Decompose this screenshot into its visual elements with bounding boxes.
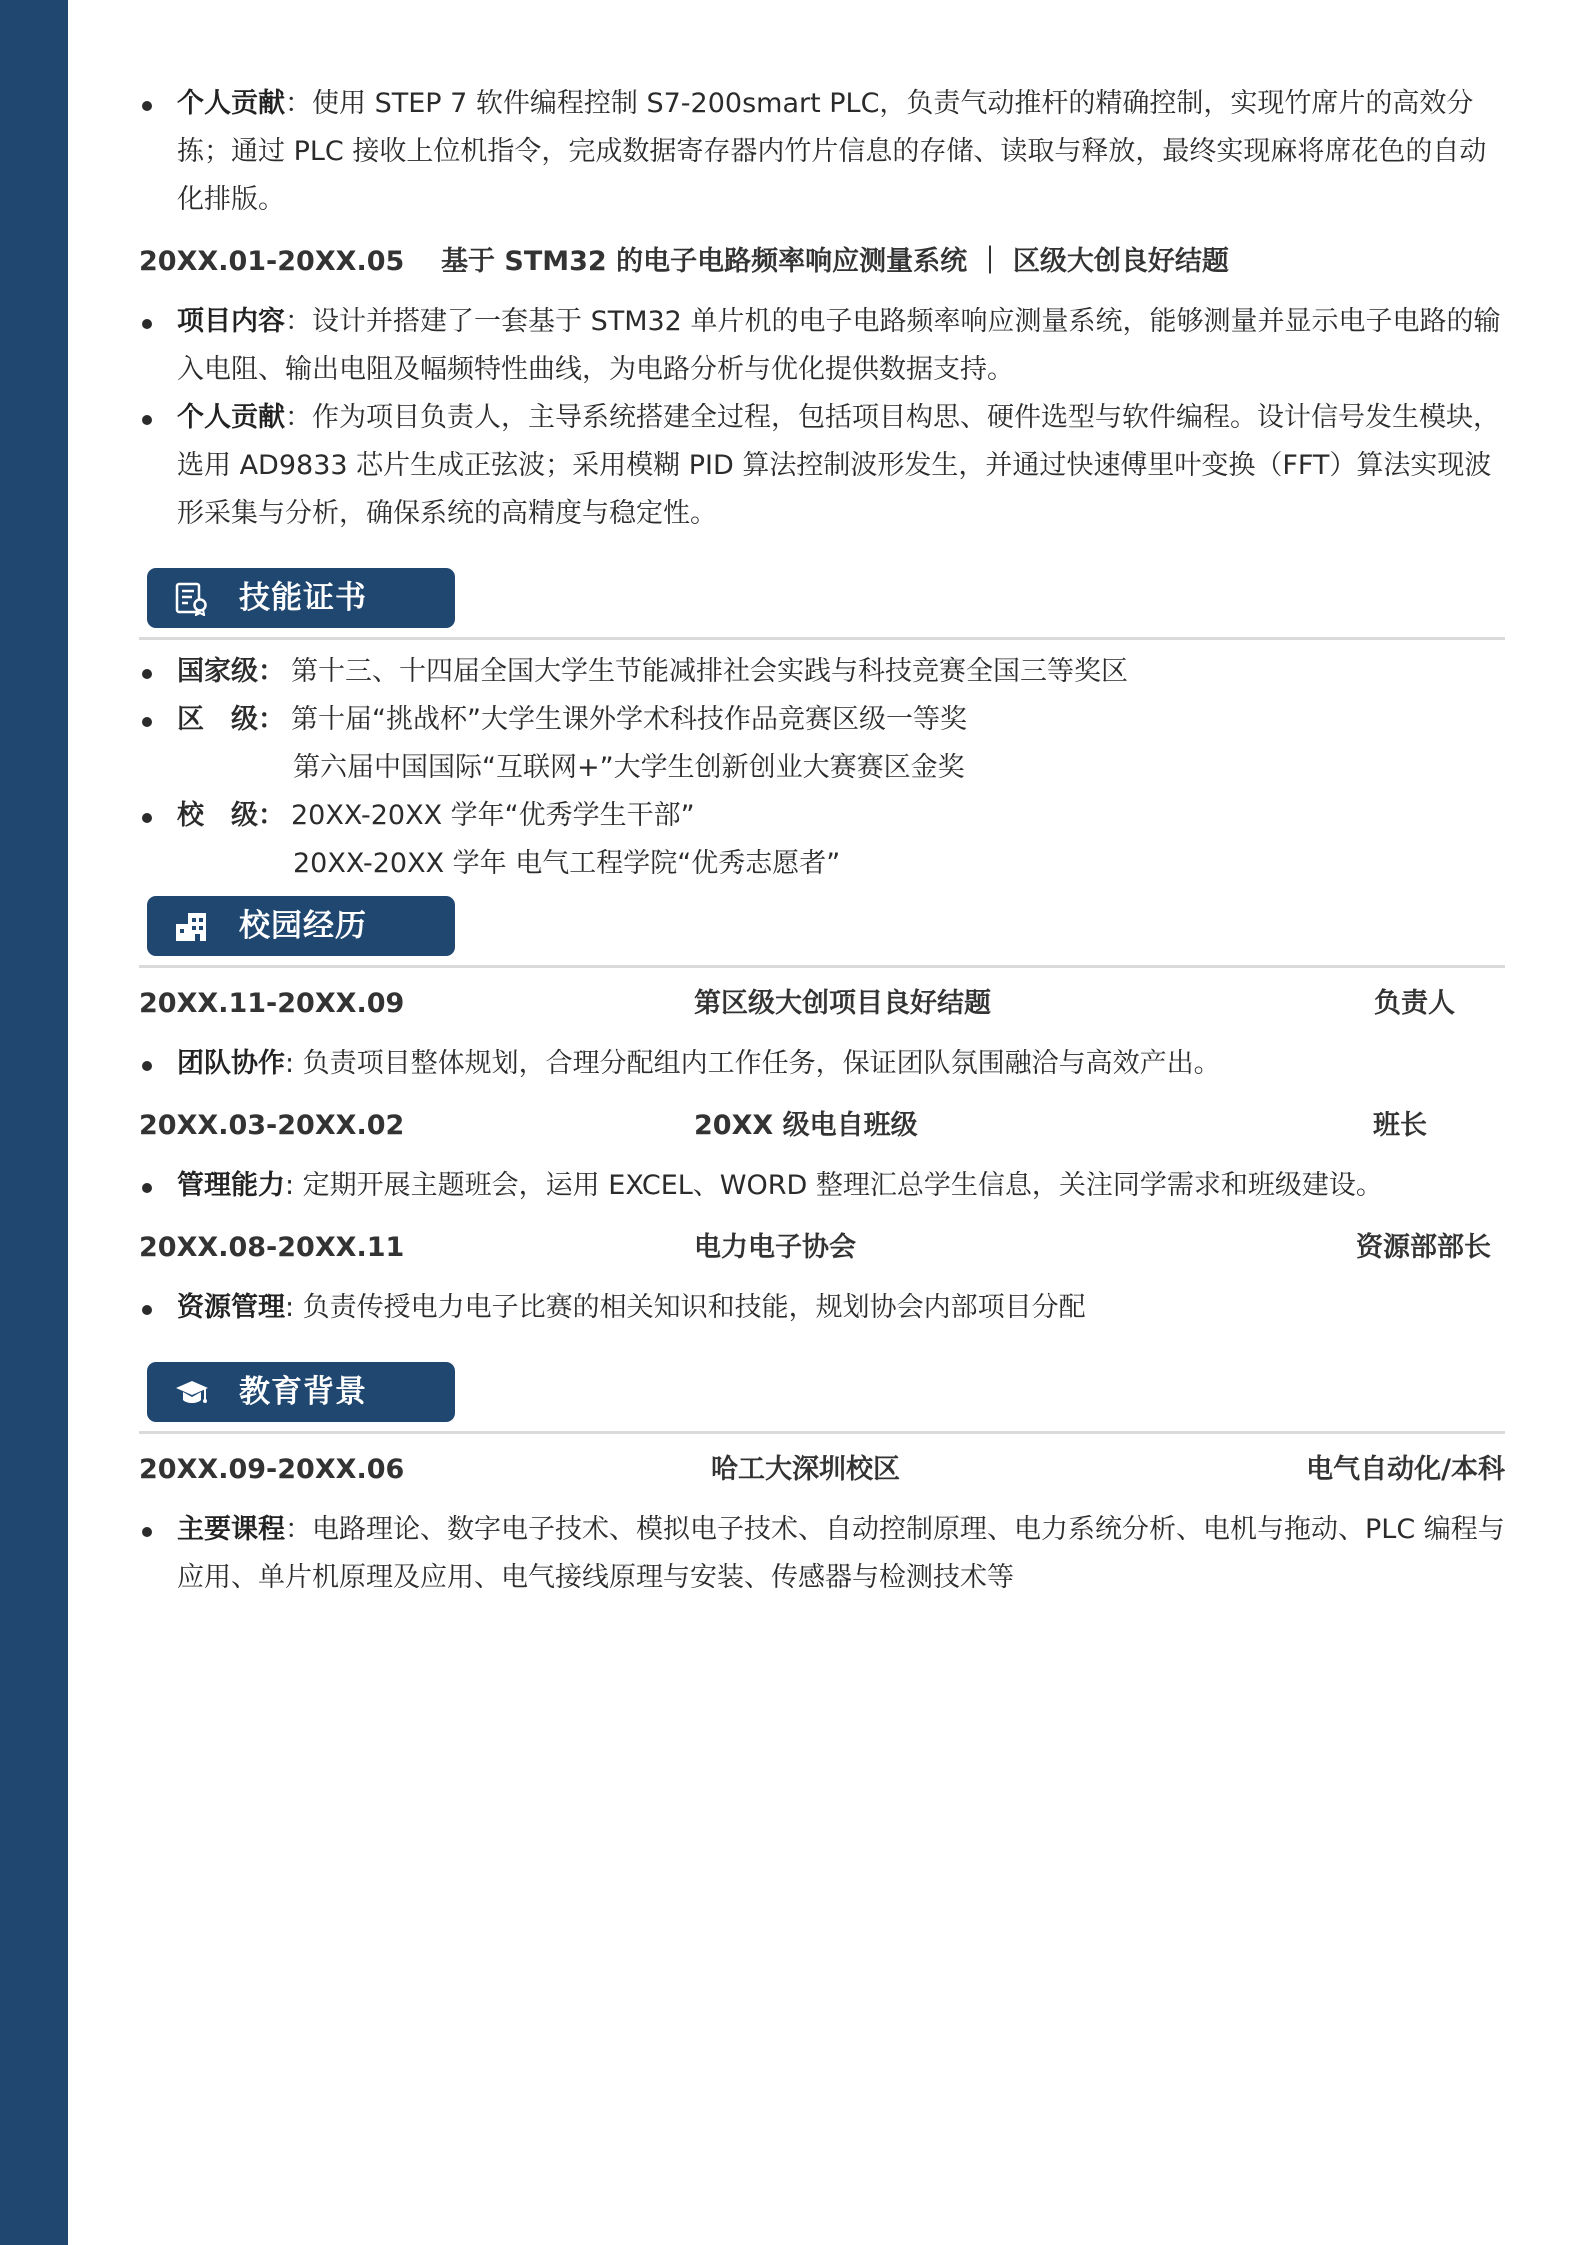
section-divider (139, 965, 1505, 968)
project-bullet (139, 394, 1505, 538)
bullet-label: 主要课程 (177, 1514, 285, 1545)
bullet-label: 团队协作 (177, 1048, 285, 1079)
section-title: 教育背景 (239, 1374, 367, 1410)
certificate-text: 第十三、十四届全国大学生节能减排社会实践与科技竞赛全国三等奖区 (291, 656, 1128, 687)
bullet-text: : 定期开展主题班会，运用 EXCEL、WORD 整理汇总学生信息，关注同学需求和班级建设。 (285, 1170, 1383, 1201)
project-date: 20XX.01-20XX.05 (139, 246, 405, 277)
certificate-level: 校 级 (177, 800, 258, 831)
experience-bullet (139, 1284, 1505, 1332)
certificate-row (139, 648, 1505, 696)
project-bullet (139, 298, 1505, 394)
experience-role: 负责人 (1374, 988, 1455, 1019)
certificate-row (139, 840, 1505, 888)
bullet-text: ：作为项目负责人，主导系统搭建全过程，包括项目构思、硬件选型与软件编程。设计信号发生模块，选用 AD9833 芯片生成正弦波；采用模糊 PID 算法控制波形发生，并通过快速傅里叶变换（FFT）算法实现波形采集与分析，确保系统的高精度与稳定性。 (177, 402, 1500, 529)
bullet-dot (142, 669, 152, 679)
experience-bullet (139, 1040, 1505, 1088)
project-header (139, 238, 1505, 286)
bullet-label: 资源管理 (177, 1292, 285, 1323)
bullet-dot (142, 319, 152, 329)
certificate-separator: ： (258, 656, 285, 687)
experience-header (139, 1224, 1505, 1272)
experience-header (139, 1102, 1505, 1150)
certificate-text: 第十届“挑战杯”大学生课外学术科技作品竞赛区级一等奖 (291, 704, 967, 735)
certificate-separator: ： (258, 704, 285, 735)
bullet-dot (142, 1527, 152, 1537)
experience-bullet (139, 1162, 1505, 1210)
bullet-label: 个人贡献 (177, 88, 285, 119)
bullet-dot (142, 101, 152, 111)
section-pill (147, 1362, 455, 1422)
experience-org: 电力电子协会 (694, 1232, 856, 1263)
education-major: 电气自动化/本科 (1306, 1454, 1505, 1485)
project-title: 基于 STM32 的电子电路频率响应测量系统 ｜ 区级大创良好结题 (441, 246, 1229, 277)
bullet-dot (142, 1061, 152, 1071)
bullet-text: ：设计并搭建了一套基于 STM32 单片机的电子电路频率响应测量系统，能够测量并显示电子电路的输入电阻、输出电阻及幅频特性曲线，为电路分析与优化提供数据支持。 (177, 306, 1501, 385)
certificate-row (139, 696, 1505, 744)
building-icon (174, 910, 210, 944)
bullet-dot (142, 1305, 152, 1315)
section-header-campus (139, 896, 1505, 966)
bullet-dot (142, 1183, 152, 1193)
section-pill (147, 568, 455, 628)
education-header (139, 1446, 1505, 1494)
certificate-text: 20XX-20XX 学年 电气工程学院“优秀志愿者” (293, 848, 841, 879)
bullet-label: 管理能力 (177, 1170, 285, 1201)
bullet-text: ：电路理论、数字电子技术、模拟电子技术、自动控制原理、电力系统分析、电机与拖动、PLC 编程与应用、单片机原理及应用、电气接线原理与安装、传感器与检测技术等 (177, 1514, 1505, 1593)
section-divider (139, 637, 1505, 640)
experience-date: 20XX.03-20XX.02 (139, 1110, 405, 1141)
section-title: 校园经历 (239, 908, 367, 944)
education-date: 20XX.09-20XX.06 (139, 1454, 405, 1485)
resume-content (139, 80, 1505, 1602)
certificate-level: 国家级 (177, 656, 258, 687)
experience-header (139, 980, 1505, 1028)
section-header-skills (139, 568, 1505, 638)
section-pill (147, 896, 455, 956)
bullet-label: 个人贡献 (177, 402, 285, 433)
certificate-separator: ： (258, 800, 285, 831)
certificate-text: 20XX-20XX 学年“优秀学生干部” (291, 800, 695, 831)
certificate-row (139, 792, 1505, 840)
graduation-cap-icon (174, 1376, 210, 1410)
certificate-list (139, 648, 1505, 888)
bullet-dot (142, 813, 152, 823)
bullet-dot (142, 717, 152, 727)
education-bullet (139, 1506, 1505, 1602)
left-accent-bar (0, 0, 68, 2245)
section-header-education (139, 1362, 1505, 1432)
experience-date: 20XX.11-20XX.09 (139, 988, 405, 1019)
section-divider (139, 1431, 1505, 1434)
section-title: 技能证书 (239, 580, 367, 616)
certificate-text: 第六届中国国际“互联网+”大学生创新创业大赛赛区金奖 (293, 752, 965, 783)
certificate-icon (174, 582, 210, 616)
experience-org: 20XX 级电自班级 (694, 1110, 918, 1141)
experience-role: 班长 (1373, 1110, 1427, 1141)
experience-role: 资源部部长 (1356, 1232, 1491, 1263)
experience-date: 20XX.08-20XX.11 (139, 1232, 405, 1263)
bullet-text: ：使用 STEP 7 软件编程控制 S7-200smart PLC，负责气动推杆的精确控制，实现竹席片的高效分拣；通过 PLC 接收上位机指令，完成数据寄存器内竹片信息的存储、读取与释放，最终实现麻将席花色的自动化排版。 (177, 88, 1487, 215)
bullet-dot (142, 415, 152, 425)
project-bullet (139, 80, 1505, 224)
certificate-level: 区 级 (177, 704, 258, 735)
experience-org: 第区级大创项目良好结题 (694, 988, 991, 1019)
bullet-text: : 负责项目整体规划，合理分配组内工作任务，保证团队氛围融洽与高效产出。 (285, 1048, 1221, 1079)
bullet-label: 项目内容 (177, 306, 285, 337)
certificate-row (139, 744, 1505, 792)
bullet-text: : 负责传授电力电子比赛的相关知识和技能，规划协会内部项目分配 (285, 1292, 1086, 1323)
education-school: 哈工大深圳校区 (711, 1454, 900, 1485)
